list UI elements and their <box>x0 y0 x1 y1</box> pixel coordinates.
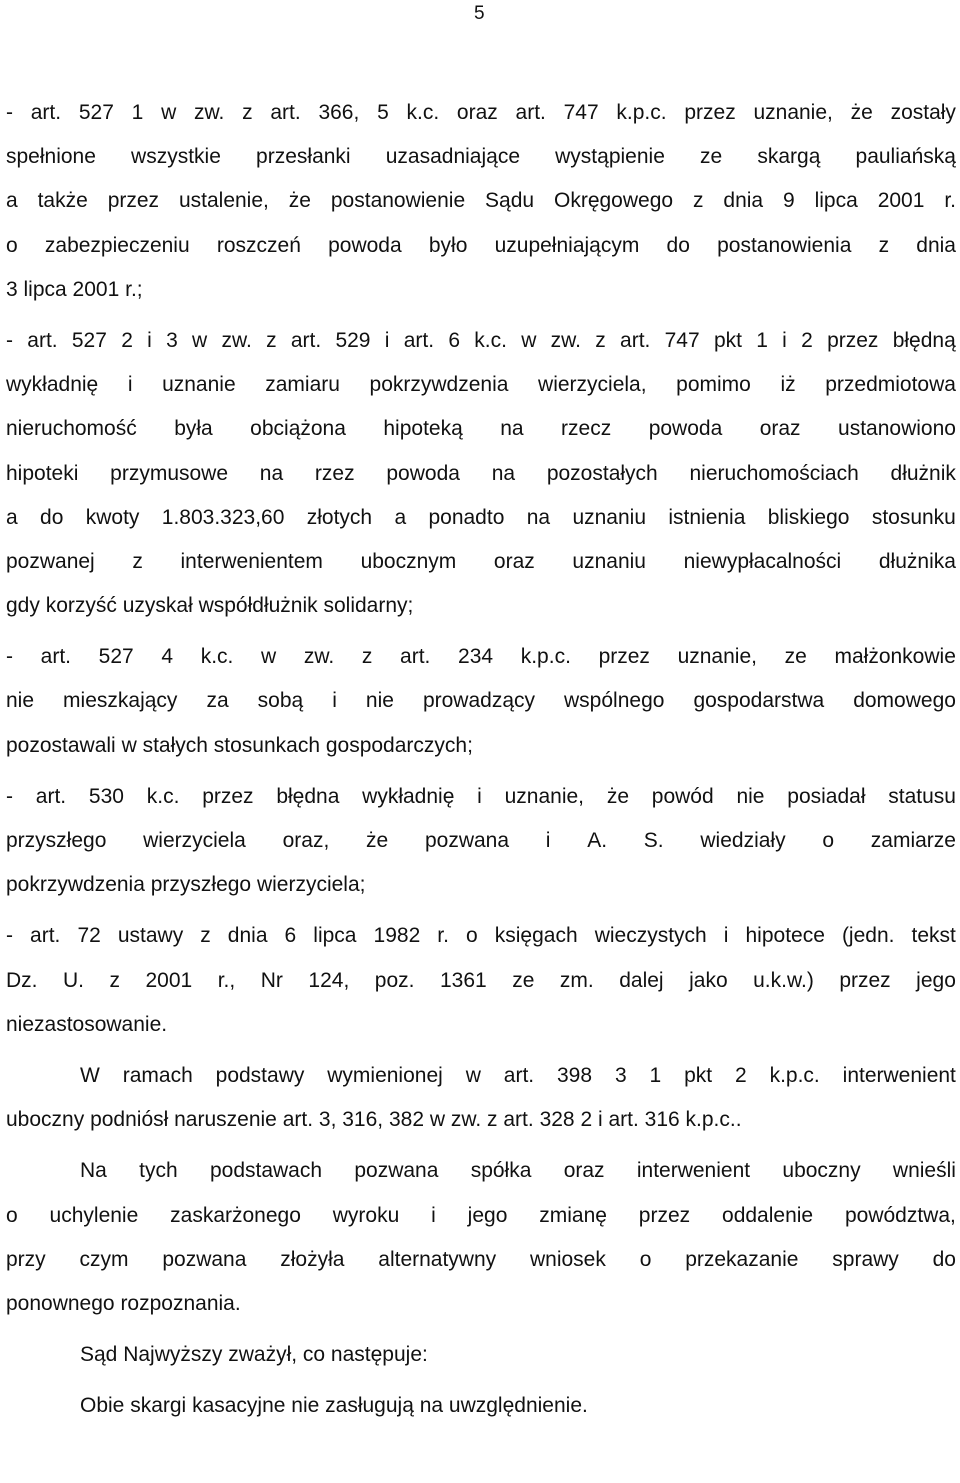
text-line: pozwanej z interwenientem ubocznym oraz uznaniu niewypłacalności dłużnika <box>6 549 956 573</box>
text-line: nie mieszkający za sobą i nie prowadzący wspólnego gospodarstwa domowego <box>6 689 956 713</box>
text-line: a do kwoty 1.803.323,60 złotych a ponadto na uznaniu istnienia bliskiego stosunku <box>6 505 956 529</box>
text-line: Na tych podstawach pozwana spółka oraz interwenient uboczny wnieśli <box>80 1159 956 1183</box>
text-line: ponownego rozpoznania. <box>6 1291 241 1315</box>
text-line: - art. 72 ustawy z dnia 6 lipca 1982 r. o księgach wieczystych i hipotece (jedn. tekst <box>6 924 956 948</box>
paragraph-p6 <box>6 1054 956 1142</box>
text-line: W ramach podstawy wymienionej w art. 398 3 1 pkt 2 k.p.c. interwenient <box>80 1063 956 1087</box>
text-line: spełnione wszystkie przesłanki uzasadniające wystąpienie ze skargą pauliańską <box>6 145 956 169</box>
text-line: nieruchomość była obciążona hipoteką na rzecz powoda oraz ustanowiono <box>6 417 956 441</box>
text-line: gdy korzyść uzyskał współdłużnik solidarny; <box>6 594 414 618</box>
paragraph-p1 <box>6 91 956 312</box>
text-line: przy czym pozwana złożyła alternatywny wniosek o przekazanie sprawy do <box>6 1247 956 1271</box>
document-body <box>6 91 956 1435</box>
paragraph-p8 <box>6 1333 956 1377</box>
text-line: Obie skargi kasacyjne nie zasługują na uwzględnienie. <box>80 1394 588 1418</box>
text-line: a także przez ustalenie, że postanowienie Sądu Okręgowego z dnia 9 lipca 2001 r. <box>6 189 956 213</box>
text-line: hipoteki przymusowe na rzez powoda na pozostałych nieruchomościach dłużnik <box>6 461 956 485</box>
paragraph-p7 <box>6 1149 956 1326</box>
text-line: - art. 527 1 w zw. z art. 366, 5 k.c. oraz art. 747 k.p.c. przez uznanie, że zostały <box>6 101 956 124</box>
text-line: Sąd Najwyższy zważył, co następuje: <box>80 1343 428 1367</box>
text-line: o uchylenie zaskarżonego wyroku i jego zmianę przez oddalenie powództwa, <box>6 1203 956 1227</box>
text-line: Dz. U. z 2001 r., Nr 124, poz. 1361 ze zm. dalej jako u.k.w.) przez jego <box>6 968 956 992</box>
paragraph-p2 <box>6 319 956 628</box>
page-number: 5 <box>474 3 485 24</box>
text-line: niezastosowanie. <box>6 1012 168 1036</box>
paragraph-p9 <box>6 1384 956 1428</box>
paragraph-p3 <box>6 635 956 768</box>
paragraph-p4 <box>6 775 956 908</box>
text-line: o zabezpieczeniu roszczeń powoda było uzupełniającym do postanowienia z dnia <box>6 233 956 257</box>
text-line: - art. 527 4 k.c. w zw. z art. 234 k.p.c. przez uznanie, ze małżonkowie <box>6 645 956 669</box>
text-line: - art. 527 2 i 3 w zw. z art. 529 i art. 6 k.c. w zw. z art. 747 pkt 1 i 2 przez błędną <box>6 328 956 352</box>
text-line: - art. 530 k.c. przez błędna wykładnię i uznanie, że powód nie posiadał statusu <box>6 784 956 808</box>
text-line: uboczny podniósł naruszenie art. 3, 316, 382 w zw. z art. 328 2 i art. 316 k.p.c.. <box>6 1108 742 1132</box>
text-line: wykładnię i uznanie zamiaru pokrzywdzenia wierzyciela, pomimo iż przedmiotowa <box>6 373 956 397</box>
paragraph-p5 <box>6 914 956 1047</box>
text-line: 3 lipca 2001 r.; <box>6 277 143 301</box>
text-line: przyszłego wierzyciela oraz, że pozwana i A. S. wiedziały o zamiarze <box>6 829 956 852</box>
text-line: pozostawali w stałych stosunkach gospodarczych; <box>6 733 473 757</box>
text-line: pokrzywdzenia przyszłego wierzyciela; <box>6 873 366 897</box>
